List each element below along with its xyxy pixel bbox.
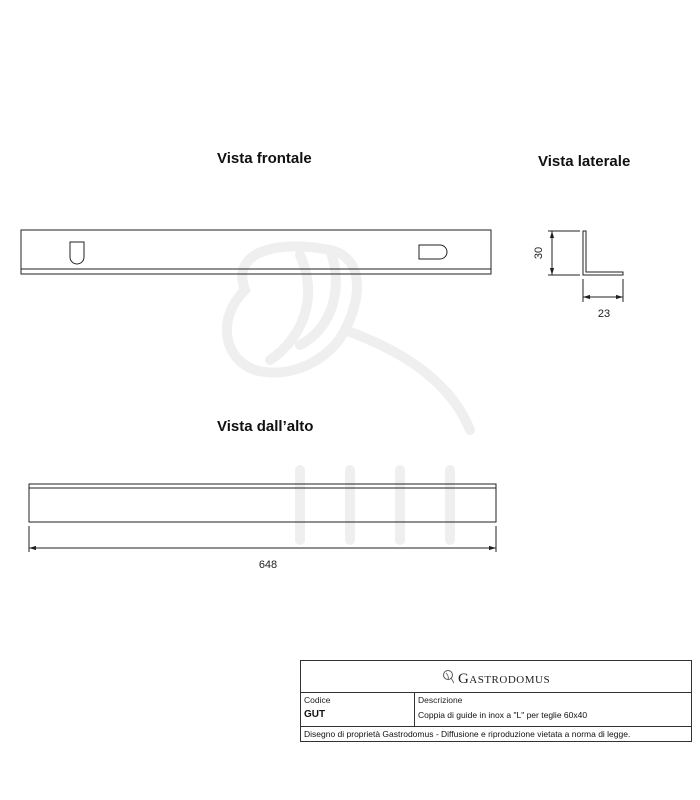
top-view-title: Vista dall’alto: [217, 418, 314, 435]
side-view-l-profile: [583, 231, 623, 275]
height-dim-label: 30: [533, 246, 545, 260]
side-view: [548, 231, 623, 302]
description-value: Coppia di guide in inox a "L" per teglie 60x40: [418, 710, 588, 720]
brand-logo: [442, 665, 550, 688]
code-label: Codice: [304, 695, 331, 705]
top-view-profile: [29, 484, 496, 522]
brand-mark-icon: [442, 669, 456, 685]
title-block-header: [301, 661, 691, 693]
front-view-profile: [21, 230, 491, 274]
front-view-title: Vista frontale: [217, 150, 312, 167]
side-view-title: Vista laterale: [538, 153, 631, 170]
depth-dim-label: 23: [597, 308, 611, 320]
title-block-info-row: [301, 693, 691, 727]
title-block: [300, 660, 692, 742]
description-cell: [415, 693, 691, 726]
brand-name: Gastrodomus: [457, 671, 551, 687]
front-view-slot-right: [419, 245, 447, 259]
top-view: [29, 484, 496, 552]
code-value: GUT: [304, 709, 326, 720]
front-view: [21, 230, 491, 274]
length-dim-label: 648: [258, 559, 278, 571]
code-cell: [301, 693, 415, 726]
description-label: Descrizione: [418, 695, 463, 705]
front-view-slot-left: [70, 242, 84, 264]
ownership-notice: Disegno di proprietà Gastrodomus - Diffusione e riproduzione vietata a norma di legge.: [304, 729, 631, 739]
